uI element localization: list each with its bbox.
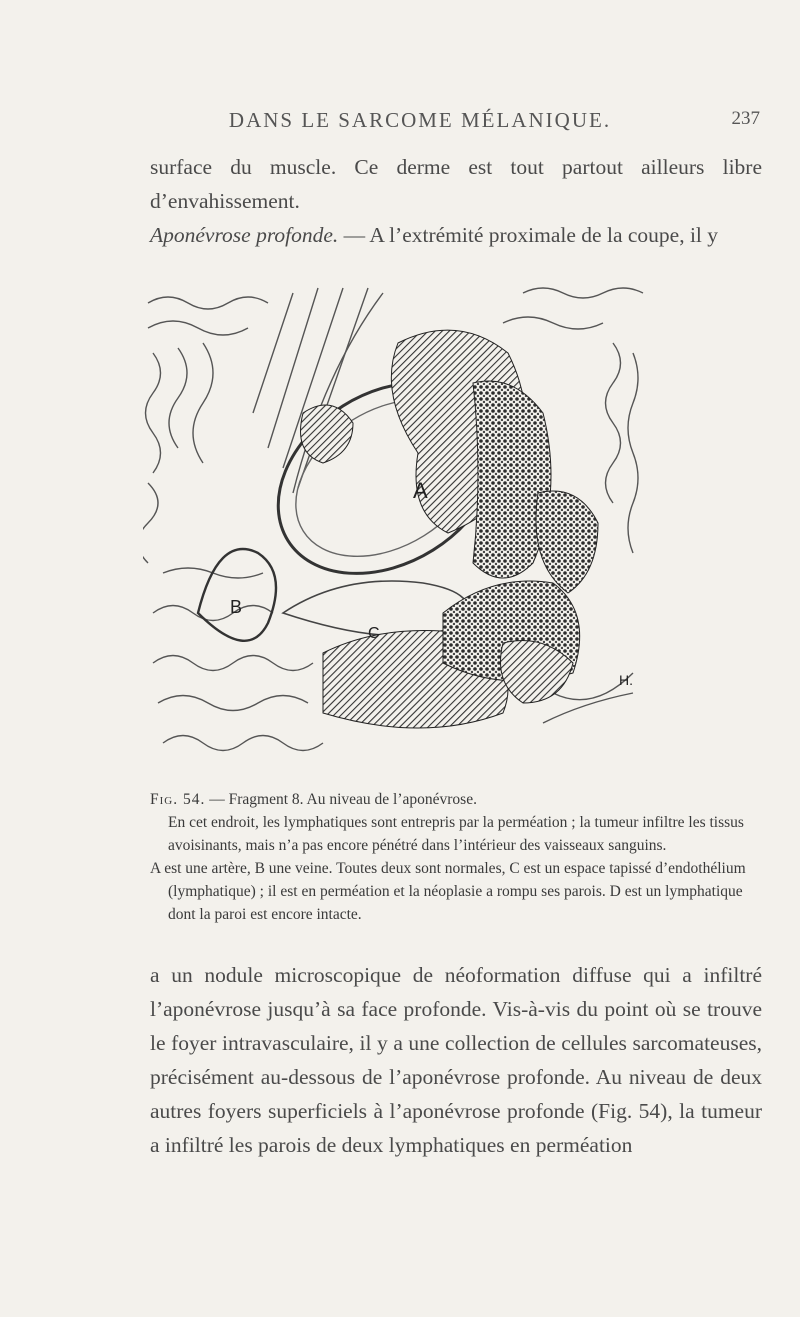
caption-title: [150, 788, 762, 811]
paragraph-1: surface du muscle. Ce derme est tout partout ailleurs libre d’envahissement.: [150, 155, 762, 213]
label-c: C: [368, 625, 380, 642]
running-head: [150, 108, 760, 134]
caption-description: En cet endroit, les lymphatiques sont entrepris par la perméation ; la tumeur infiltre les tissus avoisinants, mais n’a pas encore pénétré dans l’intérieur des vaisseaux sanguins.: [168, 814, 744, 854]
figure-number: Fig. 54.: [150, 791, 206, 808]
label-h: H.: [619, 672, 633, 688]
histology-drawing: [143, 283, 648, 778]
paragraph-2: [150, 218, 762, 252]
label-a: A: [413, 478, 428, 503]
label-b: B: [230, 597, 243, 617]
tumor-infiltration: [301, 330, 599, 728]
caption-title-text: — Fragment 8. Au niveau de l’aponévrose.: [205, 791, 477, 808]
vein-wall: [198, 549, 276, 641]
paragraph-3: a un nodule microscopique de néoformation diffuse qui a infiltré l’aponévrose jusqu’à sa face profonde. Vis-à-vis du point où se trouve le foyer intravasculaire, il y a une collection de cellules sarcomateuses, précisément au-dessous de l’aponévrose profonde. Au niveau de deux autres foyers superficiels à l’aponévrose profonde (Fig. 54), la tumeur a infiltré les parois de deux lymphatiques en perméation: [150, 963, 762, 1157]
paragraph-2-text: — A l’extrémité proximale de la coupe, il y: [338, 223, 719, 247]
histology-figure: [143, 283, 648, 778]
running-title: DANS LE SARCOME MÉLANIQUE.: [228, 108, 612, 132]
section-heading: Aponévrose profonde.: [150, 223, 339, 247]
caption-legend: A est une artère, B une veine. Toutes deux sont normales, C est un espace tapissé d’endothélium (lymphatique) ; il est en perméation et la néoplasie a rompu ses parois. D est un lymphatique dont la paroi est encore intacte.: [150, 860, 746, 923]
figure-caption: [150, 788, 762, 926]
page-number: 237: [731, 108, 760, 129]
